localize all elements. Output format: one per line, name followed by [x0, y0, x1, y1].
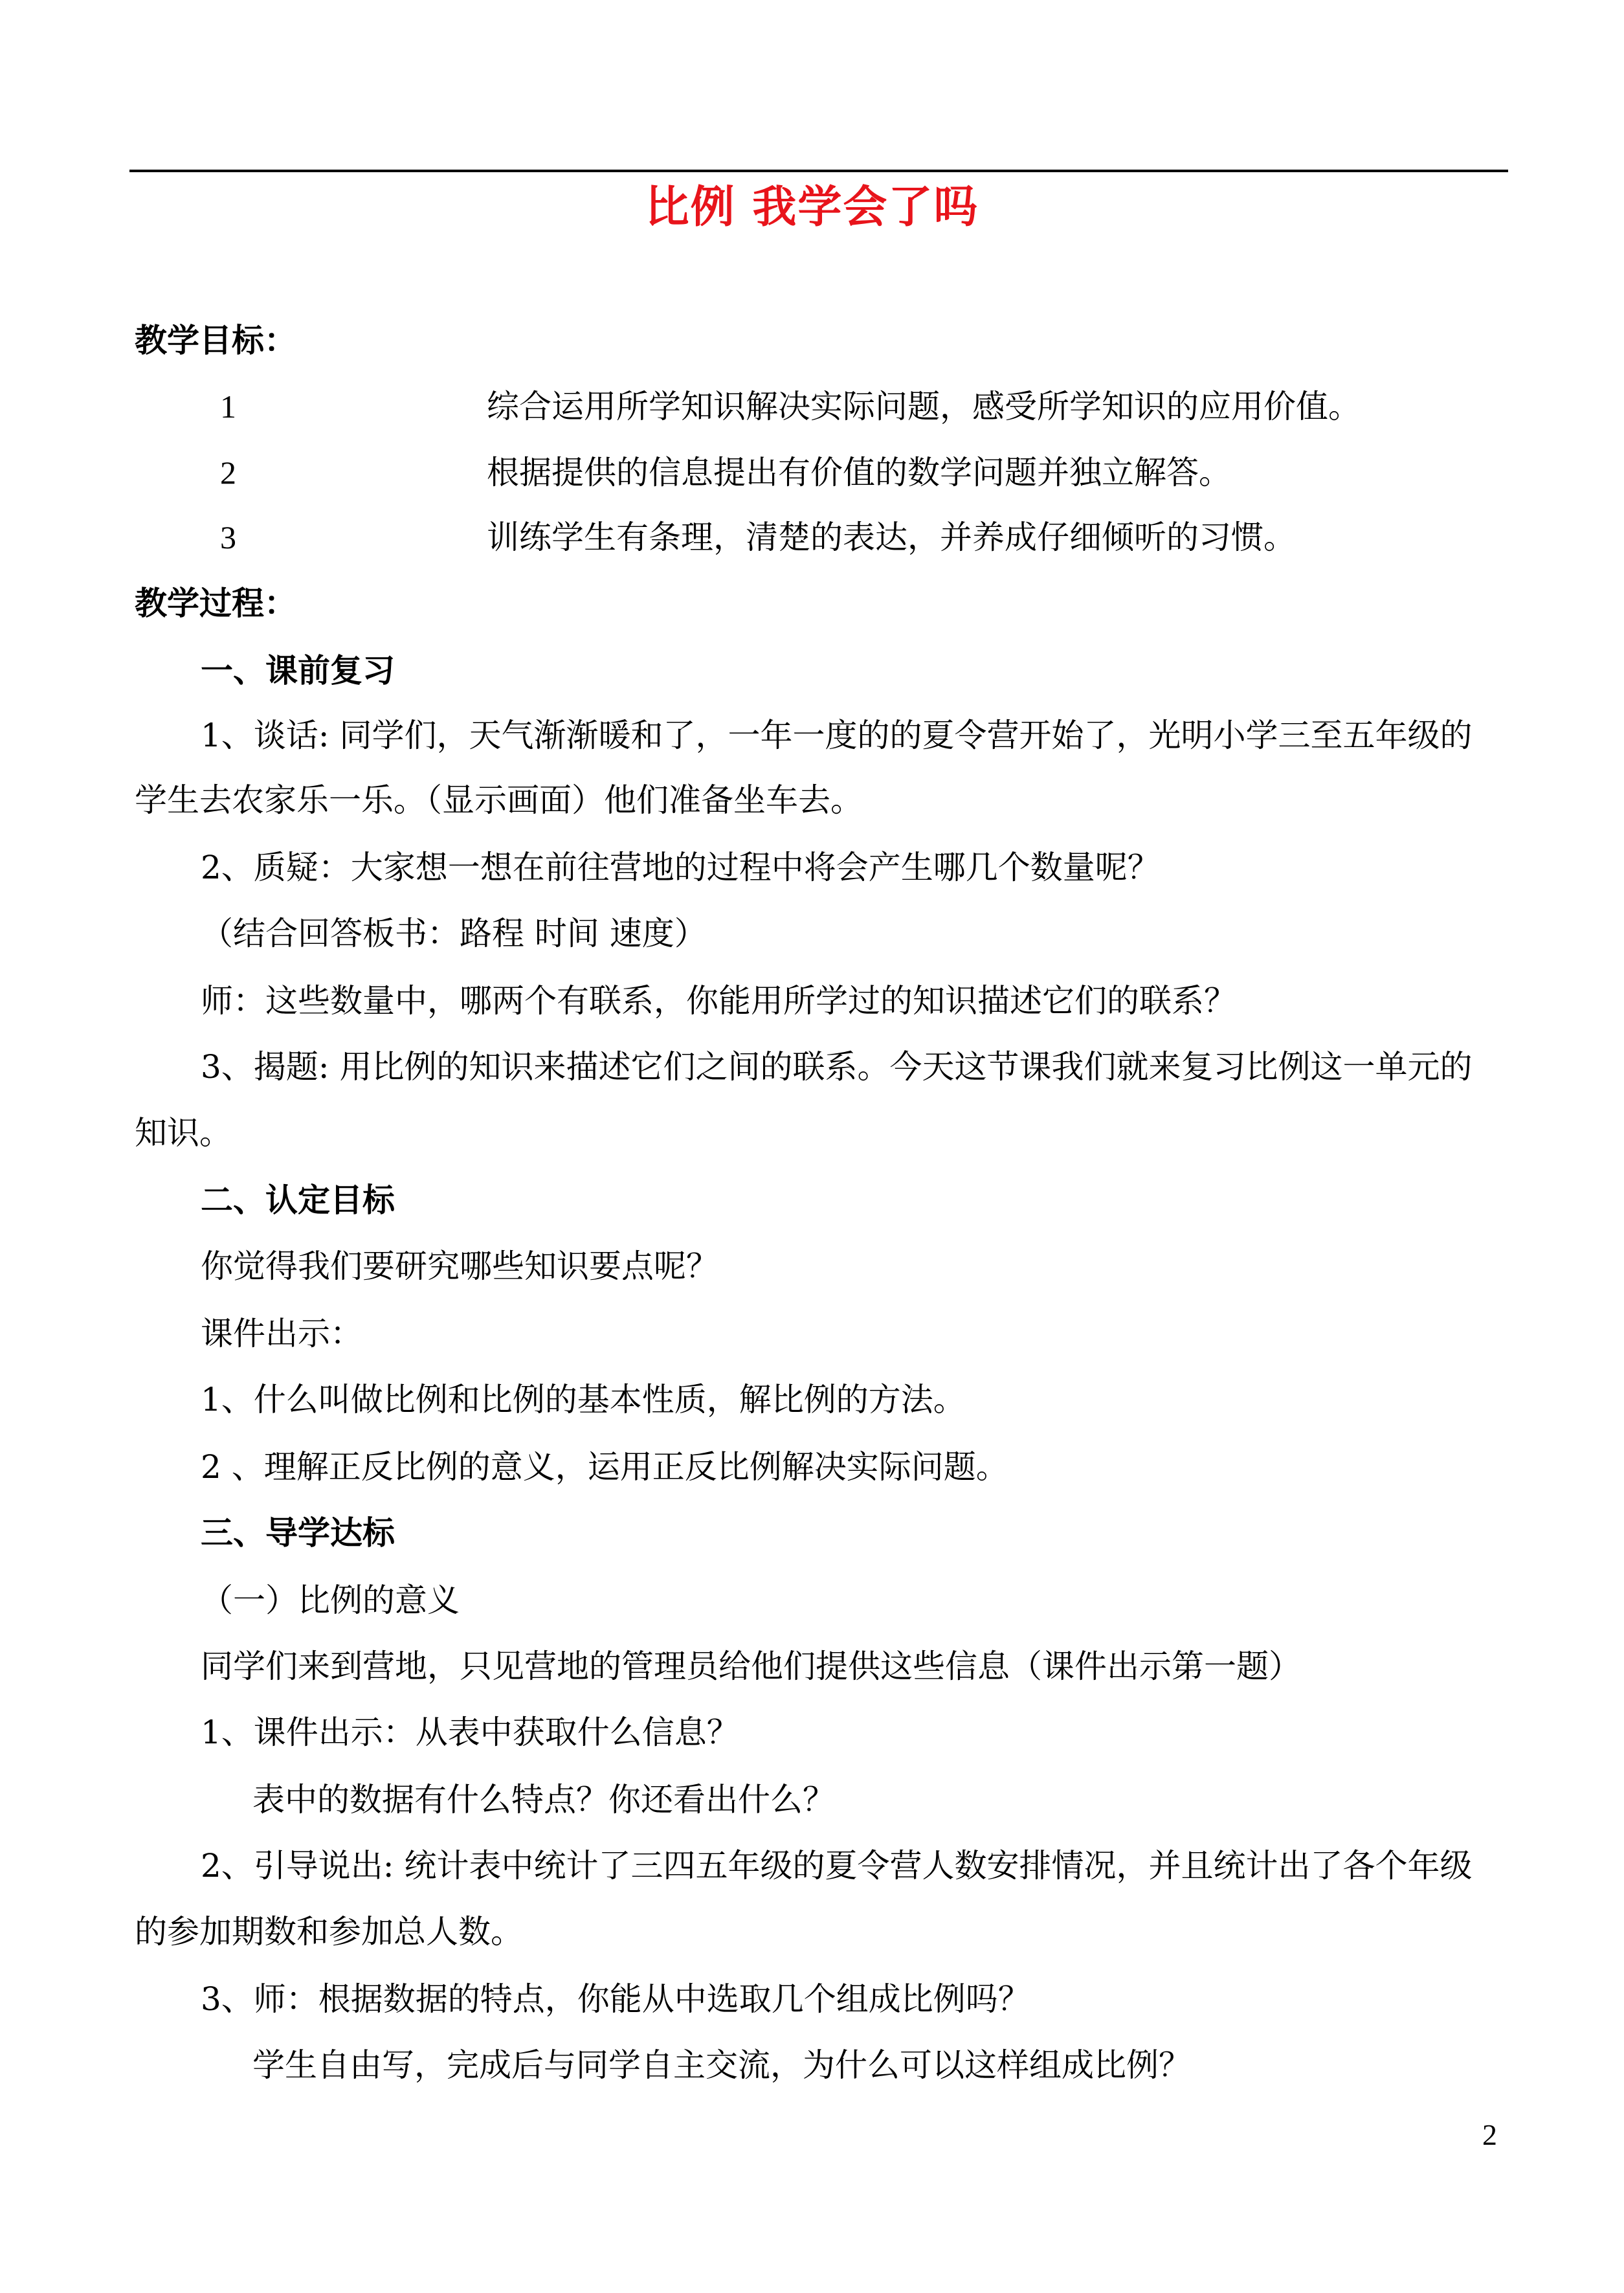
paragraph-camp: 同学们来到营地，只见营地的管理员给他们提供这些信息（课件出示第一题） [201, 1648, 1301, 1685]
process-heading: 教学过程： [135, 584, 296, 622]
paragraph-table-features: 表中的数据有什么特点？你还看出什么？ [252, 1781, 835, 1818]
part1-heading: 一、课前复习 [201, 651, 395, 689]
page-number: 2 [1482, 2118, 1497, 2151]
paragraph-courseware: 课件出示： [201, 1315, 362, 1352]
paragraph-show-table: 1、课件出示：从表中获取什么信息？ [201, 1714, 739, 1751]
paragraph-guide-line1: 2、引导说出: 统计表中统计了三四五年级的夏令营人数安排情况，并且统计出了各个年级 [201, 1847, 1473, 1885]
paragraph-reveal-line1: 3、揭题: 用比例的知识来描述它们之间的联系。今天这节课我们就来复习比例这一单元的 [201, 1048, 1473, 1086]
paragraph-teacher: 师：这些数量中，哪两个有联系，你能用所学过的知识描述它们的联系？ [201, 982, 1236, 1020]
paragraph-point1: 1、什么叫做比例和比例的基本性质，解比例的方法。 [201, 1381, 966, 1418]
goal-text-2: 根据提供的信息提出有价值的数学问题并独立解答。 [487, 454, 1231, 491]
goal-text-3: 训练学生有条理，清楚的表达，并养成仔细倾听的习惯。 [487, 519, 1296, 556]
part3-heading: 三、导学达标 [201, 1514, 395, 1552]
goal-number-2: 2 [220, 454, 236, 491]
goal-number-1: 1 [220, 388, 236, 425]
part2-heading: 二、认定目标 [201, 1181, 395, 1219]
goal-number-3: 3 [220, 519, 236, 555]
paragraph-talk-line2: 学生去农家乐一乐。（显示画面）他们准备坐车去。 [135, 781, 863, 819]
paragraph-board: （结合回答板书：路程 时间 速度） [201, 915, 707, 952]
paragraph-talk-line1: 1、谈话: 同学们，天气渐渐暖和了，一年一度的的夏令营开始了，光明小学三至五年级的 [201, 717, 1473, 754]
paragraph-select: 3、师：根据数据的特点，你能从中选取几个组成比例吗？ [201, 1980, 1030, 2018]
paragraph-point2: 2 、理解正反比例的意义，运用正反比例解决实际问题。 [201, 1448, 1008, 1486]
document-title: 比例 我学会了吗 [645, 181, 979, 233]
paragraph-question: 2、质疑：大家想一想在前往营地的过程中将会产生哪几个数量呢？ [201, 849, 1160, 886]
paragraph-students: 学生自由写，完成后与同学自主交流，为什么可以这样组成比例？ [252, 2046, 1191, 2084]
goals-heading: 教学目标： [135, 321, 296, 359]
paragraph-subsection: （一）比例的意义 [201, 1582, 460, 1619]
paragraph-research: 你觉得我们要研究哪些知识要点呢？ [201, 1247, 718, 1285]
paragraph-reveal-line2: 知识。 [135, 1114, 232, 1152]
paragraph-guide-line2: 的参加期数和参加总人数。 [135, 1913, 523, 1951]
goal-text-1: 综合运用所学知识解决实际问题，感受所学知识的应用价值。 [487, 388, 1361, 425]
header-rule [129, 170, 1508, 172]
